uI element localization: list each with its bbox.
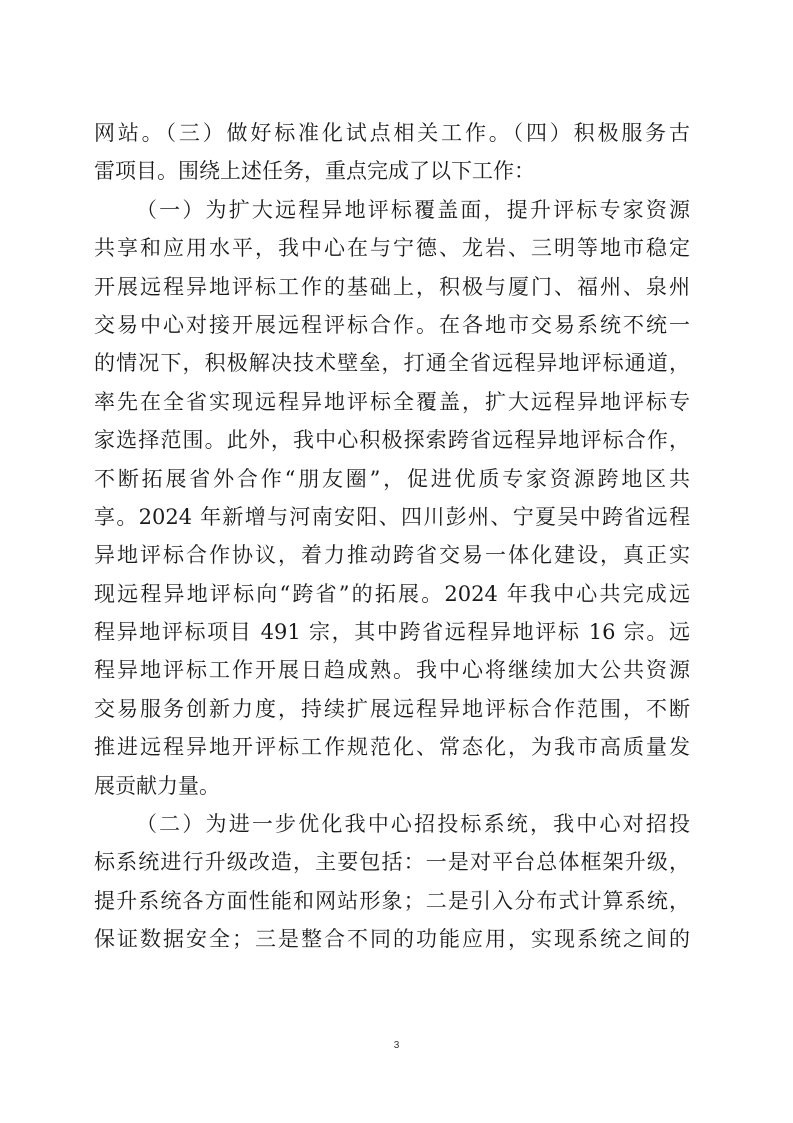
paragraph-one-start: （一）为扩大远程异地评标覆盖面，提升评标专家资源: [136, 197, 690, 222]
document-body: [94, 114, 690, 959]
body-line: 提升系统各方面性能和网站形象；二是引入分布式计算系统，: [94, 888, 690, 913]
body-line: 保证数据安全；三是整合不同的功能应用，实现系统之间的: [94, 927, 690, 952]
paragraph-two-start: （二）为进一步优化我中心招投标系统，我中心对招投: [136, 812, 690, 837]
body-line: 展贡献力量。: [94, 773, 220, 798]
body-line: 开展远程异地评标工作的基础上，积极与厦门、福州、泉州: [94, 274, 690, 299]
body-line: 雷项目。围绕上述任务，重点完成了以下工作：: [94, 159, 535, 184]
body-line: 享。2024 年新增与河南安阳、四川彭州、宁夏吴中跨省远程: [94, 504, 690, 529]
body-line: 现远程异地评标向“跨省”的拓展。2024 年我中心共完成远: [94, 581, 690, 606]
body-line: 程异地评标项目 491 宗，其中跨省远程异地评标 16 宗。远: [94, 620, 690, 645]
body-line: 共享和应用水平，我中心在与宁德、龙岩、三明等地市稳定: [94, 236, 690, 261]
page-number: 3: [393, 1040, 400, 1051]
body-line: 程异地评标工作开展日趋成熟。我中心将继续加大公共资源: [94, 658, 690, 683]
body-line: 交易服务创新力度，持续扩展远程异地评标合作范围，不断: [94, 696, 690, 721]
body-line: 率先在全省实现远程异地评标全覆盖，扩大远程异地评标专: [94, 389, 690, 414]
body-line: 推进远程异地开评标工作规范化、常态化，为我市高质量发: [94, 735, 690, 760]
body-line: 标系统进行升级改造，主要包括：一是对平台总体框架升级，: [94, 850, 690, 875]
body-line: 异地评标合作协议，着力推动跨省交易一体化建设，真正实: [94, 543, 690, 568]
body-line: 网站。（三）做好标准化试点相关工作。（四）积极服务古: [94, 121, 690, 145]
body-line: 的情况下，积极解决技术壁垒，打通全省远程异地评标通道，: [94, 351, 690, 376]
body-line: 不断拓展省外合作“朋友圈”，促进优质专家资源跨地区共: [94, 466, 690, 491]
body-line: 交易中心对接开展远程评标合作。在各地市交易系统不统一: [94, 312, 690, 337]
body-line: 家选择范围。此外，我中心积极探索跨省远程异地评标合作，: [94, 428, 690, 453]
